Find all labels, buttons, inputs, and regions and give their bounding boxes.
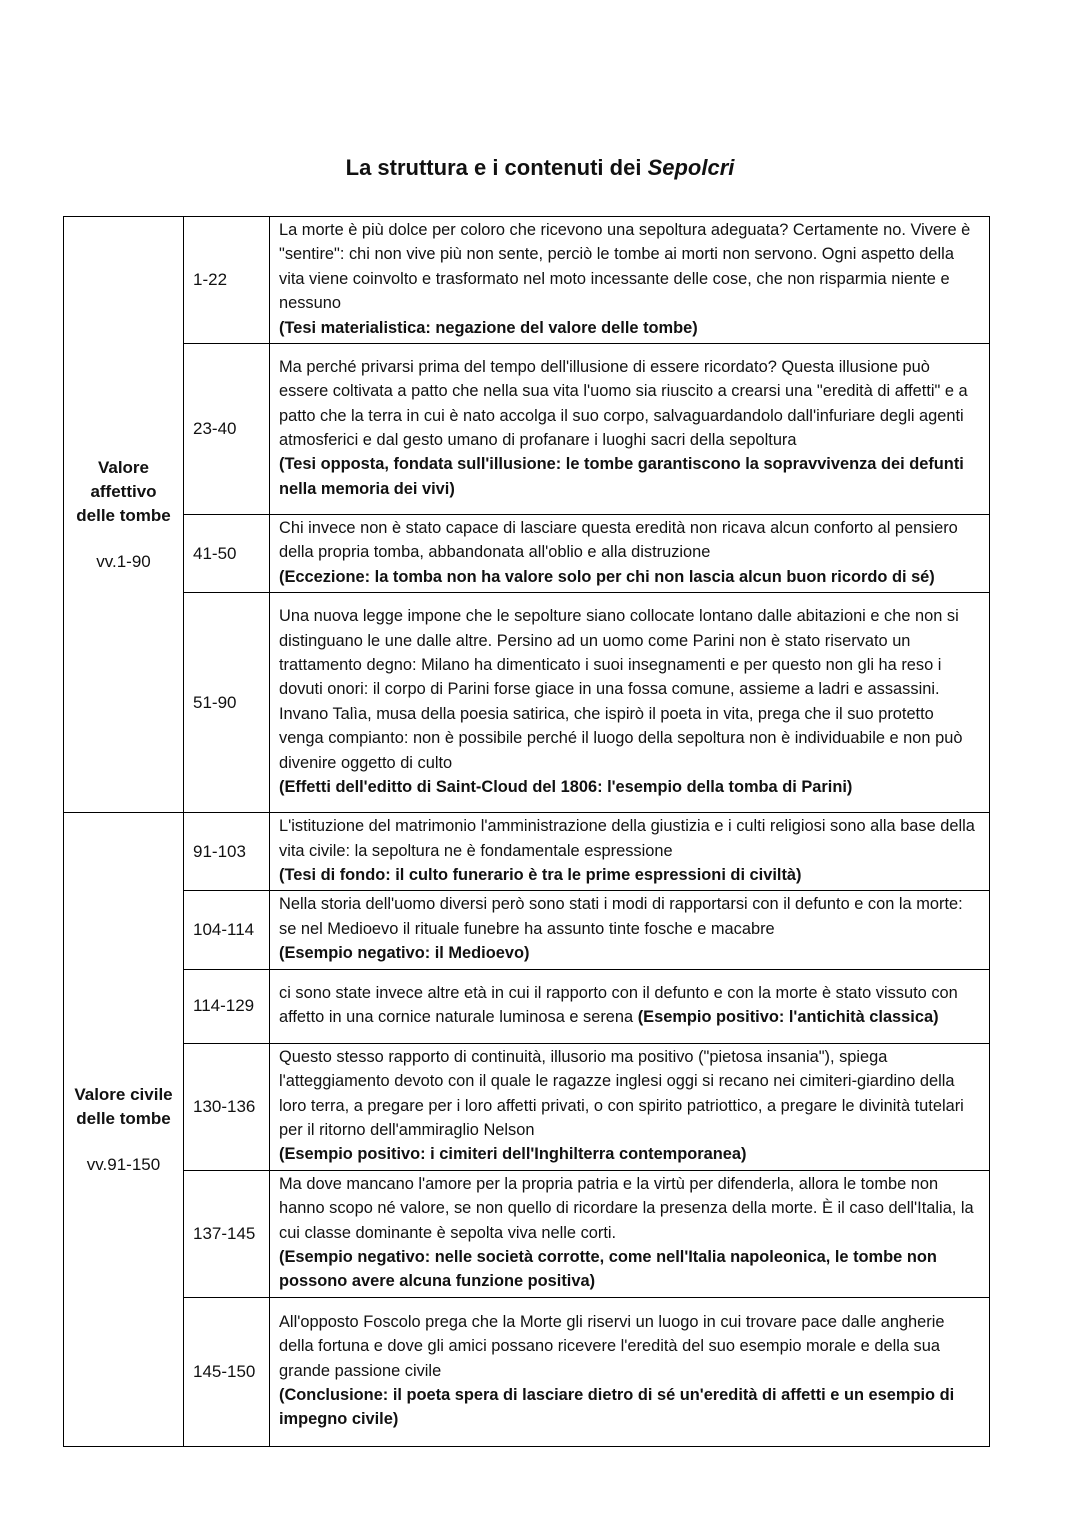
content-note: (Conclusione: il poeta spera di lasciare dietro di sé un'eredità di affetti e un esempio di impegno civile)	[279, 1385, 955, 1429]
content-note: (Esempio positivo: i cimiteri dell'Inghilterra contemporanea)	[279, 1145, 747, 1164]
content-text: Questo stesso rapporto di continuità, illusorio ma positivo ("pietosa insania"), spiega l'atteggiamento devoto con il quale le ragazze inglesi oggi si recano nei cimiteri-giardino della loro terra, a pregare per i loro affetti privati, o con spirito patriottico, a pregare le divinità tutelari per il ritorno dell'ammiraglio Nelson	[279, 1047, 964, 1139]
section-range: vv.1-90	[96, 551, 151, 571]
verse-range: 130-136	[184, 1043, 270, 1170]
content-cell	[270, 1043, 990, 1170]
content-text: All'opposto Foscolo prega che la Morte gli riservi un luogo in cui trovare pace dalle angherie della fortuna e dove gli amici possano ricevere l'eredità del suo esempio morale e della sua grande passione civile	[279, 1312, 945, 1380]
table-row	[64, 593, 990, 813]
verse-range: 145-150	[184, 1297, 270, 1446]
table-row	[64, 813, 990, 891]
section-range: vv.91-150	[86, 1154, 161, 1174]
verse-range: 41-50	[184, 515, 270, 593]
content-cell	[270, 891, 990, 969]
table-row	[64, 891, 990, 969]
content-text: Nella storia dell'uomo diversi però sono stati i modi di rapportarsi con il defunto e con la morte: se nel Medioevo il rituale funebre ha assunto tinte fosche e macabre	[279, 895, 963, 938]
section-cell-affective	[64, 217, 184, 813]
content-text: Ma dove mancano l'amore per la propria patria e la virtù per difenderla, allora le tombe non hanno scopo né valore, se non quello di ricordare la presenza della morte. È il caso dell'Italia, la cui classe dominante è sepolta viva nelle corti.	[279, 1174, 974, 1242]
table-row	[64, 1043, 990, 1170]
content-cell	[270, 969, 990, 1043]
verse-range: 51-90	[184, 593, 270, 813]
content-note: (Effetti dell'editto di Saint-Cloud del 1806: l'esempio della tomba di Parini)	[279, 777, 853, 796]
content-cell	[270, 344, 990, 515]
content-cell	[270, 515, 990, 593]
verse-range: 104-114	[184, 891, 270, 969]
section-cell-civil	[64, 813, 184, 1447]
content-text: L'istituzione del matrimonio l'amministrazione della giustizia e i culti religiosi sono alla base della vita civile: la sepoltura ne è fondamentale espressione	[279, 817, 975, 860]
verse-range: 1-22	[184, 217, 270, 344]
table-row	[64, 1297, 990, 1446]
content-note: (Tesi di fondo: il culto funerario è tra le prime espressioni di civiltà)	[279, 866, 802, 885]
content-cell	[270, 217, 990, 344]
content-note: (Esempio negativo: il Medioevo)	[279, 944, 530, 963]
table-row	[64, 217, 990, 344]
content-note: (Eccezione: la tomba non ha valore solo per chi non lascia alcun buon ricordo di sé)	[279, 567, 935, 586]
table-row	[64, 344, 990, 515]
page-title	[0, 155, 1080, 181]
table-row	[64, 1170, 990, 1297]
content-cell	[270, 1297, 990, 1446]
title-prefix: La struttura e i contenuti dei	[345, 155, 642, 180]
title-italic: Sepolcri	[647, 155, 735, 180]
section-heading: Valore affettivo delle tombe	[76, 457, 171, 525]
verse-range: 23-40	[184, 344, 270, 515]
structure-table	[63, 216, 990, 1447]
content-note: (Tesi materialistica: negazione del valore delle tombe)	[279, 318, 698, 337]
content-text: Ma perché privarsi prima del tempo dell'illusione di essere ricordato? Questa illusione può essere coltivata a patto che nella sua vita l'uomo sia riuscito a crearsi una "eredità di affetti" e a patto che la terra in cui è nato accolga il suo corpo, salvaguardandolo dall'infuriare degli agenti atmosferici e dal gesto umano di profanare i luoghi sacri della sepoltura	[279, 357, 968, 450]
content-text: La morte è più dolce per coloro che ricevono una sepoltura adeguata? Certamente no. Vivere è "sentire": chi non vive più non sente, perciò le tombe ai morti non servono. Ogni aspetto della vita viene coinvolto e trasformato nel moto incessante delle cose, che non risparmia niente e nessuno	[279, 221, 971, 313]
content-cell	[270, 1170, 990, 1297]
content-text: ci sono state invece altre età in cui il rapporto con il defunto e con la morte è stato vissuto con affetto in una cornice naturale luminosa e serena	[279, 983, 958, 1027]
table-row	[64, 969, 990, 1043]
content-note: (Tesi opposta, fondata sull'illusione: le tombe garantiscono la sopravvivenza dei defunti nella memoria dei vivi)	[279, 455, 964, 498]
content-text: Una nuova legge impone che le sepolture siano collocate lontano dalle abitazioni e che non si distinguano le une dalle altre. Persino ad un uomo come Parini non è stato riservato un trattamento degno: Milano ha dimenticato i suoi insegnamenti e per questo non gli ha reso i dovuti onori: il corpo di Parini forse giace in una fossa comune, assieme a ladri e assassini. Invano Talìa, musa della poesia satirica, che ispirò il poeta in vita, prega che il suo protetto venga compianto: non è possibile perché il luogo della sepoltura non è individuabile e non può divenire oggetto di culto	[279, 607, 963, 772]
content-note: (Esempio negativo: nelle società corrotte, come nell'Italia napoleonica, le tombe non possono avere alcuna funzione positiva)	[279, 1247, 937, 1291]
verse-range: 137-145	[184, 1170, 270, 1297]
section-heading: Valore civile delle tombe	[74, 1084, 173, 1128]
content-text: Chi invece non è stato capace di lasciare questa eredità non ricava alcun conforto al pensiero della propria tomba, abbandonata all'oblio e alla distruzione	[279, 519, 958, 562]
content-note: (Esempio positivo: l'antichità classica)	[637, 1008, 939, 1027]
verse-range: 114-129	[184, 969, 270, 1043]
content-cell	[270, 813, 990, 891]
table-row	[64, 515, 990, 593]
content-cell	[270, 593, 990, 813]
verse-range: 91-103	[184, 813, 270, 891]
